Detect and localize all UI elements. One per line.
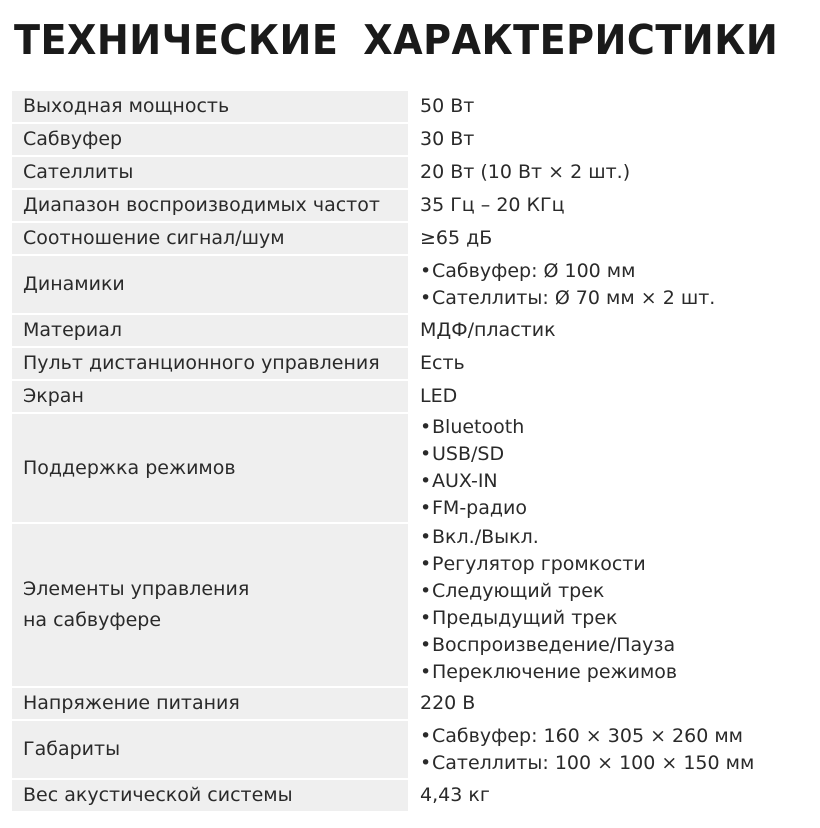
spec-value: ≥65 дБ (410, 223, 820, 254)
list-item: • Переключение режимов (420, 661, 678, 683)
list-item: • Bluetooth (420, 416, 525, 438)
list-item: • USB/SD (420, 443, 505, 465)
spec-value: 20 Вт (10 Вт × 2 шт.) (410, 157, 820, 188)
spec-row-satellites (12, 157, 820, 188)
list-item: • Сабвуфер: Ø 100 мм (420, 259, 636, 282)
list-item: • Регулятор громкости (420, 553, 646, 575)
spec-row-output-power (12, 91, 820, 122)
list-item: • Вкл./Выкл. (420, 526, 539, 548)
spec-label: Элементы управления на сабвуфере (12, 524, 408, 686)
spec-label: Диапазон воспроизводимых частот (12, 190, 408, 221)
spec-value: 35 Гц – 20 КГц (410, 190, 820, 221)
spec-value-list (410, 721, 820, 778)
list-item: • Сабвуфер: 160 × 305 × 260 мм (420, 724, 744, 747)
list-item: • AUX-IN (420, 470, 498, 492)
spec-label: Выходная мощность (12, 91, 408, 122)
spec-value: МДФ/пластик (410, 315, 820, 346)
spec-label: Сабвуфер (12, 124, 408, 155)
list-item: • Воспроизведение/Пауза (420, 634, 676, 656)
spec-label: Динамики (12, 256, 408, 313)
spec-label: Пульт дистанционного управления (12, 348, 408, 379)
spec-row-dimensions (12, 721, 820, 778)
spec-row-frequency-range (12, 190, 820, 221)
spec-value: LED (410, 381, 820, 412)
spec-row-speakers (12, 256, 820, 313)
list-item: • Сателлиты: Ø 70 мм × 2 шт. (420, 286, 716, 309)
spec-value: 30 Вт (410, 124, 820, 155)
spec-row-screen (12, 381, 820, 412)
spec-value: 50 Вт (410, 91, 820, 122)
spec-value: Есть (410, 348, 820, 379)
spec-row-modes (12, 414, 820, 522)
spec-value: 4,43 кг (410, 780, 820, 811)
spec-label: Сателлиты (12, 157, 408, 188)
spec-label: Материал (12, 315, 408, 346)
spec-value-list (410, 524, 820, 686)
list-item: • FM-радио (420, 497, 527, 519)
spec-label: Соотношение сигнал/шум (12, 223, 408, 254)
spec-row-material (12, 315, 820, 346)
spec-row-remote (12, 348, 820, 379)
spec-label: Вес акустической системы (12, 780, 408, 811)
spec-row-snr (12, 223, 820, 254)
list-item: • Следующий трек (420, 580, 605, 602)
spec-row-voltage (12, 688, 820, 719)
spec-label: Поддержка режимов (12, 414, 408, 522)
list-item: • Предыдущий трек (420, 607, 618, 629)
list-item: • Сателлиты: 100 × 100 × 150 мм (420, 751, 755, 774)
spec-value-list (410, 256, 820, 313)
spec-row-subwoofer (12, 124, 820, 155)
spec-label: Напряжение питания (12, 688, 408, 719)
spec-value: 220 В (410, 688, 820, 719)
spec-label: Экран (12, 381, 408, 412)
specs-table (12, 91, 820, 813)
spec-value-list (410, 414, 820, 522)
page-title: ТЕХНИЧЕСКИЕ ХАРАКТЕРИСТИКИ (14, 16, 779, 64)
spec-label: Габариты (12, 721, 408, 778)
spec-row-weight (12, 780, 820, 811)
spec-row-controls (12, 524, 820, 686)
